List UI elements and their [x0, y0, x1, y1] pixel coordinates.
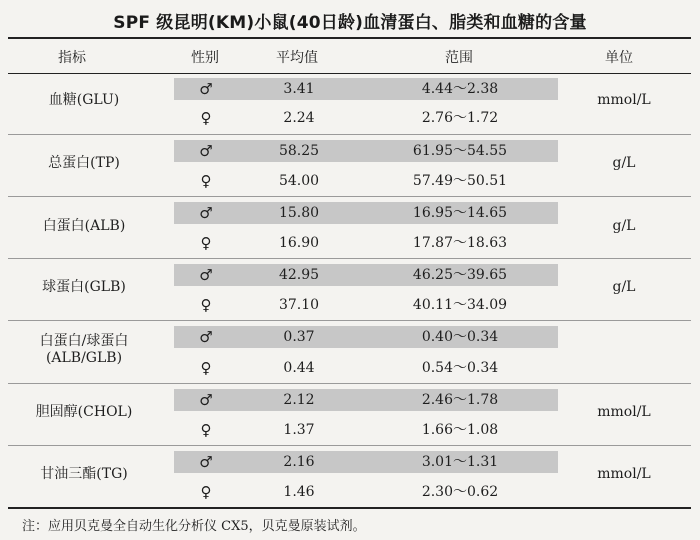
indicator-name: 胆固醇(CHOL)	[35, 404, 133, 420]
sex-female: ♀	[200, 172, 212, 190]
range-value: 0.54～0.34	[421, 360, 499, 376]
sex-female: ♀	[200, 483, 212, 501]
group-separator	[8, 258, 691, 259]
indicator-name: 血糖(GLU)	[48, 92, 120, 108]
sex-female: ♀	[200, 296, 212, 314]
unit-value: mmol/L	[597, 466, 651, 482]
range-value: 2.46～1.78	[421, 392, 499, 408]
mean-value: 2.24	[283, 110, 315, 126]
mean-value: 16.90	[278, 235, 320, 251]
range-value: 0.40～0.34	[421, 329, 499, 345]
sex-male: ♂	[199, 80, 213, 98]
table-title: SPF 级昆明(KM)小鼠(40日龄)血清蛋白、脂类和血糖的含量	[113, 13, 587, 33]
range-value: 16.95～14.65	[412, 205, 508, 221]
range-value: 3.01～1.31	[421, 454, 499, 470]
indicator-name: 白蛋白(ALB)	[42, 218, 126, 234]
indicator-name: 甘油三酯(TG)	[40, 466, 128, 482]
indicator-name: 球蛋白(GLB)	[42, 279, 126, 295]
mean-value: 37.10	[278, 297, 320, 313]
indicator-name-line2: (ALB/GLB)	[45, 350, 123, 366]
mean-value: 0.44	[283, 360, 315, 376]
sex-male: ♂	[199, 142, 213, 160]
range-value: 17.87～18.63	[412, 235, 508, 251]
sex-male: ♂	[199, 204, 213, 222]
unit-value: g/L	[612, 218, 636, 234]
mean-value: 2.16	[283, 454, 315, 470]
mean-value: 42.95	[278, 267, 320, 283]
range-value: 40.11～34.09	[412, 297, 508, 313]
header-indicator: 指标	[58, 50, 86, 66]
mean-value: 54.00	[278, 173, 320, 189]
indicator-name: 总蛋白(TP)	[48, 155, 120, 171]
group-separator	[8, 383, 691, 384]
group-separator	[8, 196, 691, 197]
mean-value: 3.41	[283, 81, 315, 97]
mean-value: 1.46	[283, 484, 315, 500]
group-separator	[8, 445, 691, 446]
mean-value: 2.12	[283, 392, 315, 408]
unit-value: g/L	[612, 279, 636, 295]
range-value: 2.76～1.72	[421, 110, 499, 126]
header-sex: 性别	[191, 50, 219, 66]
header-unit: 单位	[605, 50, 633, 66]
indicator-name-line1: 白蛋白/球蛋白	[39, 333, 129, 349]
indicator-name	[8, 333, 160, 367]
table-bottom-rule	[8, 507, 691, 509]
mean-value: 58.25	[278, 143, 320, 159]
sex-female: ♀	[200, 359, 212, 377]
range-value: 57.49～50.51	[412, 173, 508, 189]
sex-male: ♂	[199, 391, 213, 409]
table-top-rule	[8, 37, 691, 39]
sex-male: ♂	[199, 453, 213, 471]
mean-value: 15.80	[278, 205, 320, 221]
range-value: 2.30～0.62	[421, 484, 499, 500]
table-header-rule	[8, 73, 691, 74]
group-separator	[8, 320, 691, 321]
mean-value: 0.37	[283, 329, 315, 345]
sex-male: ♂	[199, 328, 213, 346]
sex-female: ♀	[200, 109, 212, 127]
range-value: 46.25～39.65	[412, 267, 508, 283]
group-separator	[8, 134, 691, 135]
sex-male: ♂	[199, 266, 213, 284]
sex-female: ♀	[200, 421, 212, 439]
header-mean: 平均值	[276, 50, 318, 66]
unit-value: mmol/L	[597, 404, 651, 420]
header-range: 范围	[445, 50, 473, 66]
range-value: 1.66～1.08	[421, 422, 499, 438]
unit-value: g/L	[612, 155, 636, 171]
range-value: 61.95～54.55	[412, 143, 508, 159]
range-value: 4.44～2.38	[421, 81, 499, 97]
mean-value: 1.37	[283, 422, 315, 438]
unit-value: mmol/L	[597, 92, 651, 108]
sex-female: ♀	[200, 234, 212, 252]
table-footnote: 注：应用贝克曼全自动生化分析仪 CX5，贝克曼原装试剂。	[22, 519, 366, 534]
